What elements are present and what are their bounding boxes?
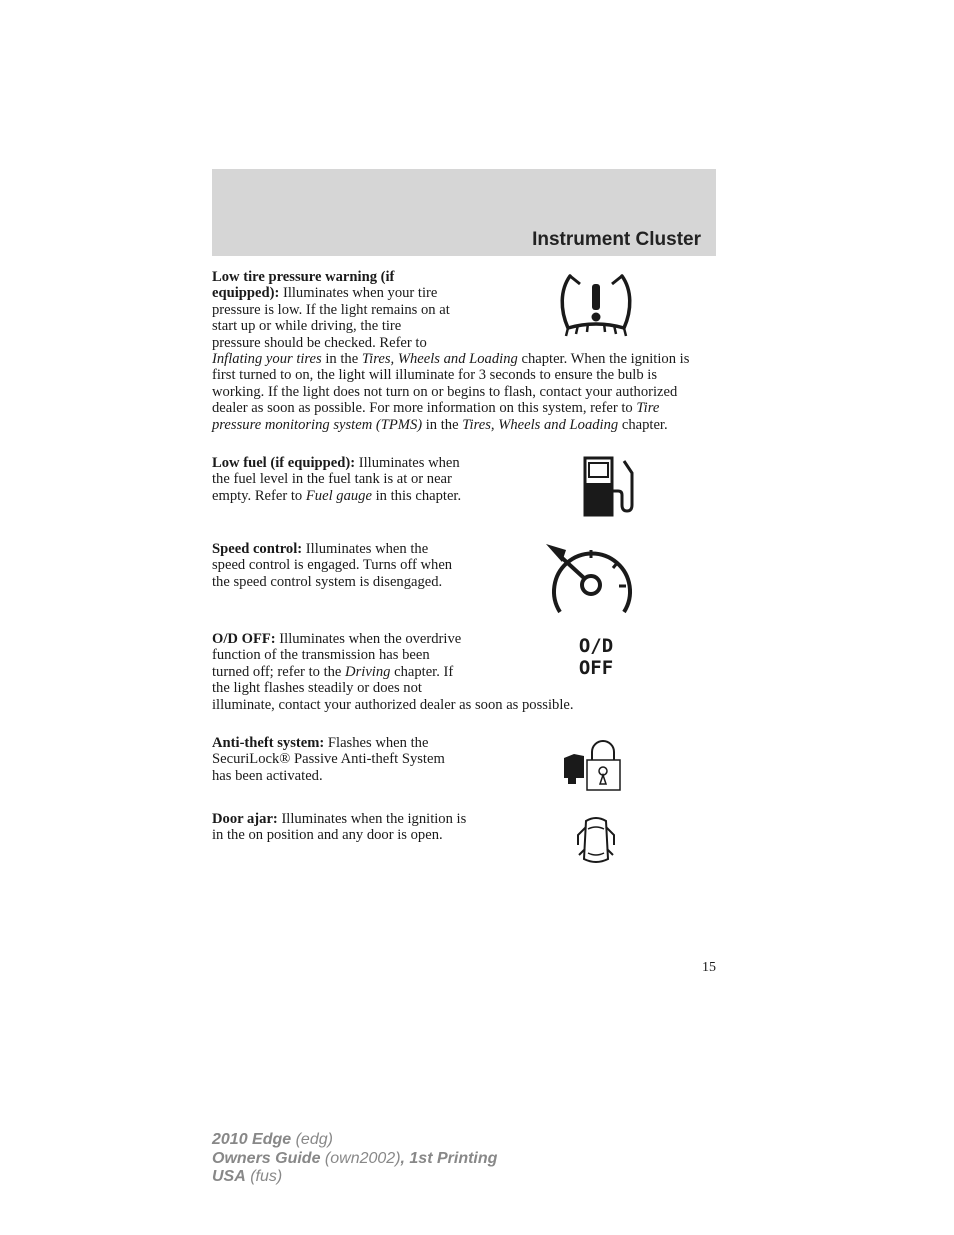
tire-pressure-icon	[556, 270, 636, 340]
od-icon-line1: O/D	[578, 635, 614, 657]
anti-theft-icon	[562, 738, 624, 792]
od-off-icon	[570, 635, 622, 679]
header-band	[212, 169, 716, 256]
tire-pressure-section: Low tire pressure warning (if equipped): Illuminates when your tire pressure is low. If the light remains on at start up or while driving, the tire pressure should be checked. Refer to Inflating your tires in the Tires, Wheels and Loading chapter. When the ignition is first turned to on, the light will illuminate for 3 seconds to ensure the bulb is working. If the light does not turn on or begins to flash, contact your authorized dealer as soon as possible. For more information on this system, refer to Tire pressure monitoring system (TPMS) in the Tires, Wheels and Loading chapter.	[212, 269, 690, 433]
fuel-pump-icon	[580, 455, 636, 519]
low-fuel-section: Low fuel (if equipped): Illuminates when the fuel level in the fuel tank is at or near empty. Refer to Fuel gauge in this chapter.	[212, 455, 462, 504]
tire-pressure-title: Low tire pressure warning (if equipped):	[212, 269, 395, 302]
od-off-section: O/D OFF: Illuminates when the overdrive function of the transmission has been turned off; refer to the Driving chapter. If the light flashes steadily or does not illuminate, contact your authorized dealer as soon as possible.	[212, 631, 574, 713]
page-number: 15	[702, 960, 716, 975]
od-off-title: O/D OFF:	[212, 631, 276, 647]
anti-theft-section: Anti-theft system: Flashes when the SecuriLock® Passive Anti-theft System has been activated.	[212, 735, 445, 784]
door-ajar-title: Door ajar:	[212, 811, 278, 827]
page-title: Instrument Cluster	[532, 229, 701, 250]
door-ajar-icon	[576, 815, 616, 867]
od-icon-line2: OFF	[578, 657, 614, 679]
footer: 2010 Edge (edg) Owners Guide (own2002), 1st Printing USA (fus)	[212, 1131, 498, 1185]
speed-control-icon	[540, 540, 636, 620]
anti-theft-title: Anti-theft system:	[212, 735, 325, 751]
speed-control-section: Speed control: Illuminates when the speed control is engaged. Turns off when the speed control system is disengaged.	[212, 541, 453, 590]
low-fuel-title: Low fuel (if equipped):	[212, 455, 356, 471]
door-ajar-section: Door ajar: Illuminates when the ignition is in the on position and any door is open.	[212, 811, 467, 844]
speed-control-title: Speed control:	[212, 541, 303, 557]
